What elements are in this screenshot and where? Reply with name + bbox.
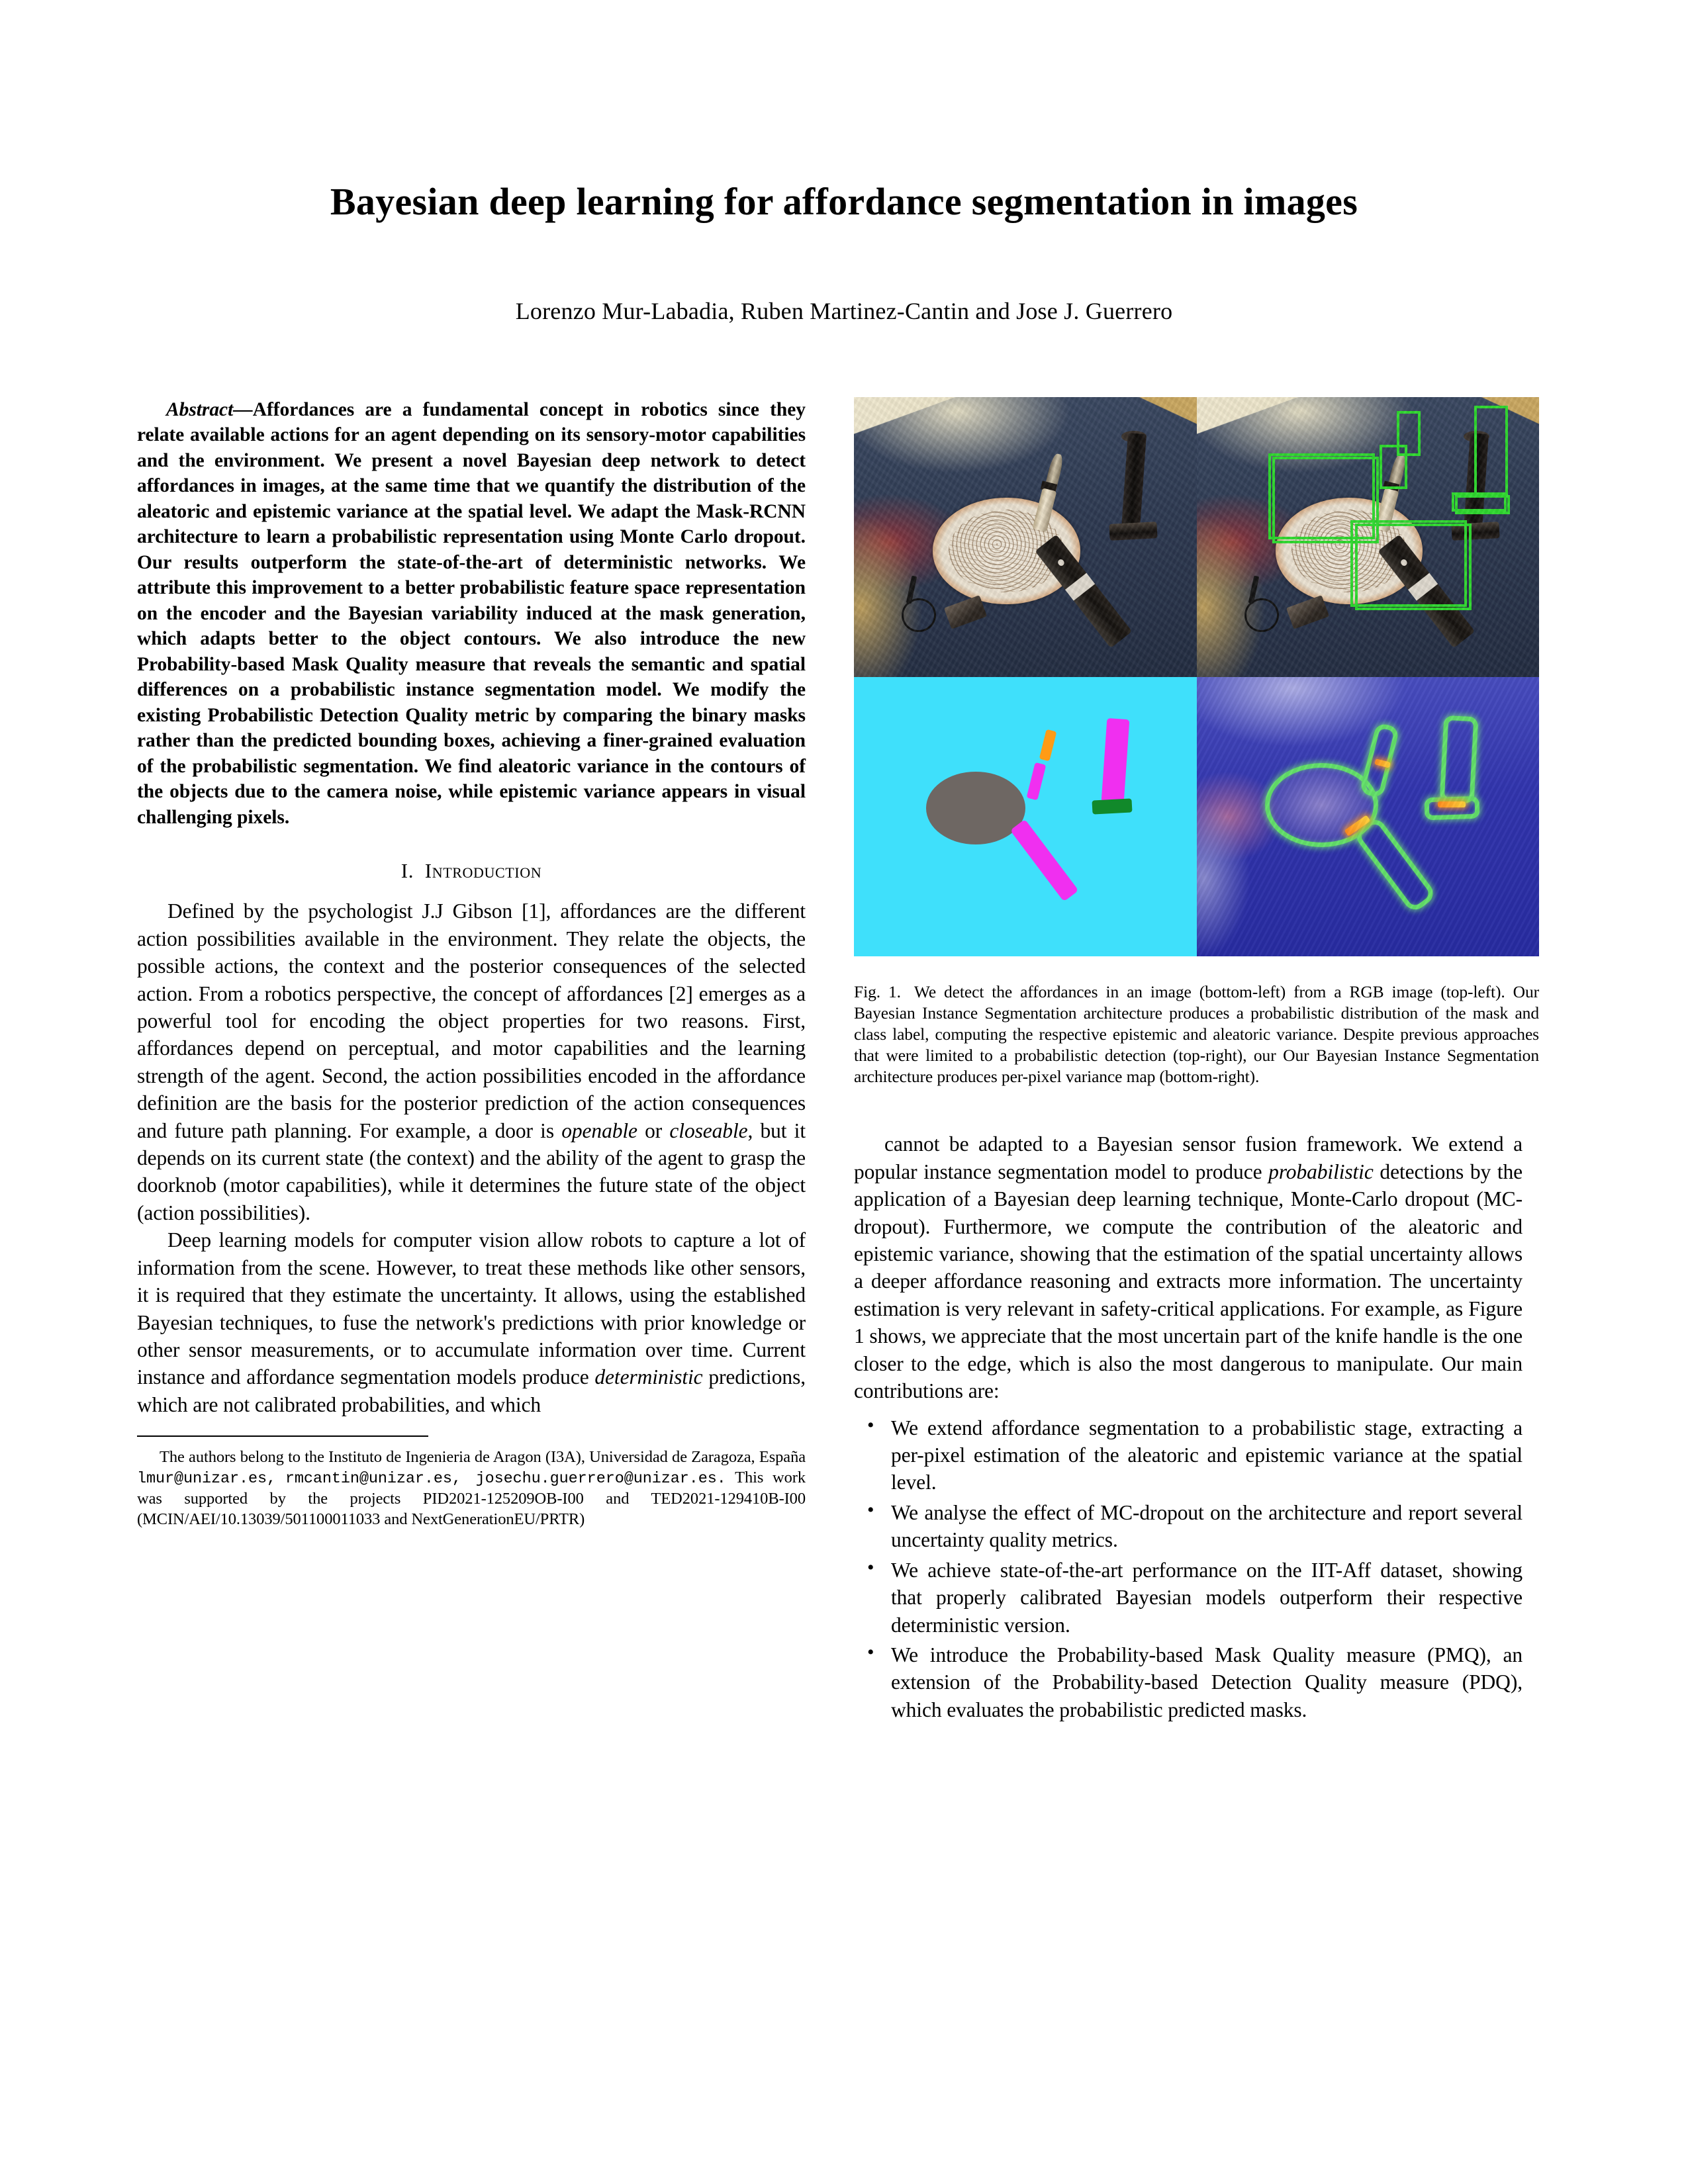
bounding-box-knife-handle [1380, 445, 1407, 490]
hammer-head-shape [1109, 522, 1158, 541]
bounding-box-hammer-head [1452, 492, 1507, 512]
intro-p1-part-a: Defined by the psychologist J.J Gibson [1], affordances are the different action possibilities available in the environment. They relate the objects, the possible actions, the context and the posterior consequences of the selected action. From a robotics perspective, the concept of affordances [2] emerges as a powerful tool for encoding the object properties for two reasons. First, affordances depend on perceptual, and motor capabilities and the learning strength of the agent. Second, the action possibilities encoded in the affordance definition are the basis for the posterior prediction of the action consequences and future path planning. For example, a door is [137, 899, 806, 1142]
section-number: I. [400, 859, 414, 883]
hammer-head-shape [1451, 522, 1500, 541]
list-item: • We extend affordance segmentation to a probabilistic stage, extracting a per-pixel estimation of the aleatoric and epistemic variance at the spatial level. [854, 1414, 1523, 1496]
intro-p2-emphasis-deterministic: deterministic [594, 1365, 703, 1389]
knife-blade-shape [1042, 452, 1064, 501]
intro-p1-emphasis-openable: openable [561, 1118, 637, 1142]
footnote-email-2[interactable]: rmcantin@unizar.es, josechu.guerrero@unizar.es. [285, 1470, 726, 1488]
racket-button-dot [1399, 559, 1408, 567]
hammer-cap-shape [1464, 431, 1489, 442]
body-columns [0, 397, 1688, 2184]
right-column [854, 397, 1539, 1726]
mask-knife-handle-grasp [1026, 762, 1045, 800]
intro-p1-part-c: , but it depends on its current state (the context) and the ability of the agent to grasp the doorknob (motor capabilities), while it determines the future state of the object (action possibilities). [137, 1118, 806, 1224]
variance-contour-racket-head [1265, 763, 1378, 847]
knife-handle-shape [1375, 488, 1399, 533]
racket-head-shape [1276, 498, 1423, 604]
contributions-list [854, 1414, 1523, 1724]
racket-handle-shape [1378, 534, 1475, 648]
footnote-funding: This work was supported by the projects PID2021-125209OB-I00 and TED2021-129410B-I00 (MCIN/AEI/10.13039/501100011033 and NextGenerationEU/PRTR) [137, 1469, 806, 1528]
variance-contour-hammer-handle [1439, 715, 1478, 803]
left-column [137, 397, 806, 1530]
figure-caption [854, 981, 1539, 1087]
author-list: Lorenzo Mur-Labadia, Ruben Martinez-Cantin and Jose J. Guerrero [515, 297, 1173, 324]
section-heading-introduction [137, 859, 806, 883]
racket-mesh-texture [949, 510, 1064, 592]
list-item: • We achieve state-of-the-art performance on the IIT-Aff dataset, showing that properly calibrated Bayesian models outperform their respective deterministic version. [854, 1557, 1523, 1639]
racket-handle-shape [1035, 534, 1132, 648]
figure-panel-detections [1197, 397, 1540, 677]
title-block [0, 0, 1688, 325]
intro-paragraph-3 [854, 1130, 1523, 1404]
knife-handle-shape [1033, 488, 1056, 533]
charger-brick-shape [1286, 596, 1329, 629]
bounding-box-racket-head [1268, 453, 1374, 540]
mask-hammer-head-pound [1092, 799, 1132, 815]
hammer-handle-shape [1121, 433, 1147, 529]
racket-grip-tape [1408, 573, 1438, 601]
abstract-label: Abstract— [166, 399, 253, 420]
footnote-separator-rule [137, 1435, 428, 1437]
intro-p3-part-b: detections by the application of a Bayesian deep learning technique, Monte-Carlo dropout (MC-dropout). Furthermore, we compute the contribution of the aleatoric and epistemic variance, showing that the estimation of the spatial uncertainty allows a deeper affordance reasoning and extracts more information. The uncertainty estimation is very relevant in safety-critical applications. For example, as Figure 1 shows, we appreciate that the most uncertain part of the knife handle is the one closer to the edge, which is also the most dangerous to manipulate. Our main contributions are: [854, 1160, 1523, 1403]
intro-p2-part-a: Deep learning models for computer vision allow robots to capture a lot of information from the scene. However, to treat these methods like other sensors, it is required that they estimate the uncertainty. It allows, using the established Bayesian techniques, to fuse the network's predictions with prior knowledge or other sensor measurements, or to accumulate information over time. Current instance and affordance segmentation models produce [137, 1228, 806, 1389]
mask-racket-handle-grasp [1010, 819, 1079, 902]
variance-contour-racket-handle [1352, 815, 1437, 914]
list-item: • We analyse the effect of MC-dropout on the architecture and report several uncertainty quality metrics. [854, 1499, 1523, 1554]
section-title: Introduction [424, 859, 542, 883]
racket-grip-tape [1065, 573, 1095, 601]
variance-hotspot-knife-bolster [1374, 759, 1391, 769]
bounding-box-racket-handle [1350, 520, 1467, 607]
mask-hammer-handle-grasp [1101, 718, 1129, 803]
mask-racket-head-contain [926, 772, 1025, 844]
intro-p3-part-a: cannot be adapted to a Bayesian sensor fusion framework. We extend a popular instance segmentation model to produce [854, 1132, 1523, 1183]
footnote-email-1[interactable]: lmur@unizar.es, [137, 1470, 277, 1488]
knife-bolster-shape [1383, 480, 1399, 492]
intro-p2-part-b: predictions, which are not calibrated probabilities, and which [137, 1365, 806, 1416]
footnote-affiliation: The authors belong to the Instituto de Ingenieria de Aragon (I3A), Universidad de Zaragoza, España [160, 1448, 806, 1467]
cable-coil-shape [1241, 595, 1282, 635]
intro-p1-part-b: or [637, 1118, 670, 1142]
intro-paragraph-1 [137, 897, 806, 1226]
intro-p3-emphasis-probabilistic: probabilistic [1268, 1160, 1374, 1183]
footnote-block [137, 1447, 806, 1530]
figure-caption-text: We detect the affordances in an image (bottom-left) from a RGB image (top-left). Our Bayesian Instance Segmentation architecture produces a probabilistic distribution of the mask and class label, computing the respective epistemic and aleatoric variance. Despite previous approaches that were limited to a probabilistic detection (top-right), our Our Bayesian Instance Segmentation architecture produces per-pixel variance map (bottom-right). [854, 982, 1539, 1086]
intro-p1-emphasis-closeable: closeable [669, 1118, 748, 1142]
bounding-box-hammer-head-2 [1455, 495, 1510, 515]
racket-button-dot [1056, 559, 1065, 567]
figure-caption-label: Fig. 1. [854, 982, 901, 1001]
bounding-box-racket-handle-2 [1355, 523, 1472, 610]
bounding-box-knife-blade [1397, 411, 1421, 456]
figure-panel-variance-map [1197, 677, 1540, 957]
figure-panel-grid [854, 397, 1539, 956]
hammer-handle-shape [1464, 433, 1489, 529]
figure-1 [854, 397, 1539, 1087]
knife-bolster-shape [1040, 480, 1056, 492]
variance-hotspot-racket-neck [1344, 815, 1371, 837]
figure-panel-segmentation [854, 677, 1197, 957]
cable-coil-shape [899, 595, 939, 635]
figure-panel-rgb-input [854, 397, 1197, 677]
variance-contour-knife [1360, 723, 1401, 799]
bounding-box-hammer-handle [1474, 406, 1509, 495]
cable-tail-shape [1248, 576, 1260, 604]
variance-contour-hammer-head [1424, 796, 1479, 821]
list-item: • We introduce the Probability-based Mask Quality measure (PMQ), an extension of the Probability-based Detection Quality measure (PDQ), which evaluates the probabilistic predicted masks. [854, 1641, 1523, 1723]
abstract-text: Affordances are a fundamental concept in robotics since they relate available actions for an agent depending on its sensory-motor capabilities and the environment. We present a novel Bayesian deep network to detect affordances in images, at the same time that we quantify the distribution of the aleatoric and epistemic variance at the spatial level. We adapt the Mask-RCNN architecture to learn a probabilistic representation using Monte Carlo dropout. Our results outperform the state-of-the-art of deterministic networks. We attribute this improvement to a better probabilistic feature space representation on the encoder and the Bayesian variability induced at the mask generation, which adapts better to the object contours. We also introduce the new Probability-based Mask Quality measure that reveals the semantic and spatial differences on a probabilistic instance segmentation model. We modify the existing Probabilistic Detection Quality metric by comparing the binary masks rather than the predicted bounding boxes, achieving a finer-grained evaluation of the probabilistic segmentation. We find aleatoric variance in the contours of the objects due to the camera noise, while epistemic variance appears in visual challenging pixels. [137, 399, 806, 828]
bounding-box-racket-head-2 [1272, 457, 1378, 543]
page-title: Bayesian deep learning for affordance segmentation in images [330, 180, 1358, 223]
abstract-block [137, 397, 806, 830]
variance-hotspot-hammer-neck [1438, 801, 1465, 807]
racket-mesh-texture [1291, 510, 1407, 592]
intro-paragraph-2 [137, 1226, 806, 1418]
racket-head-shape [933, 498, 1080, 604]
hammer-cap-shape [1121, 431, 1147, 442]
mask-knife-blade-cut [1039, 729, 1056, 762]
knife-blade-shape [1384, 452, 1407, 501]
charger-brick-shape [944, 596, 987, 629]
cable-tail-shape [906, 576, 917, 604]
